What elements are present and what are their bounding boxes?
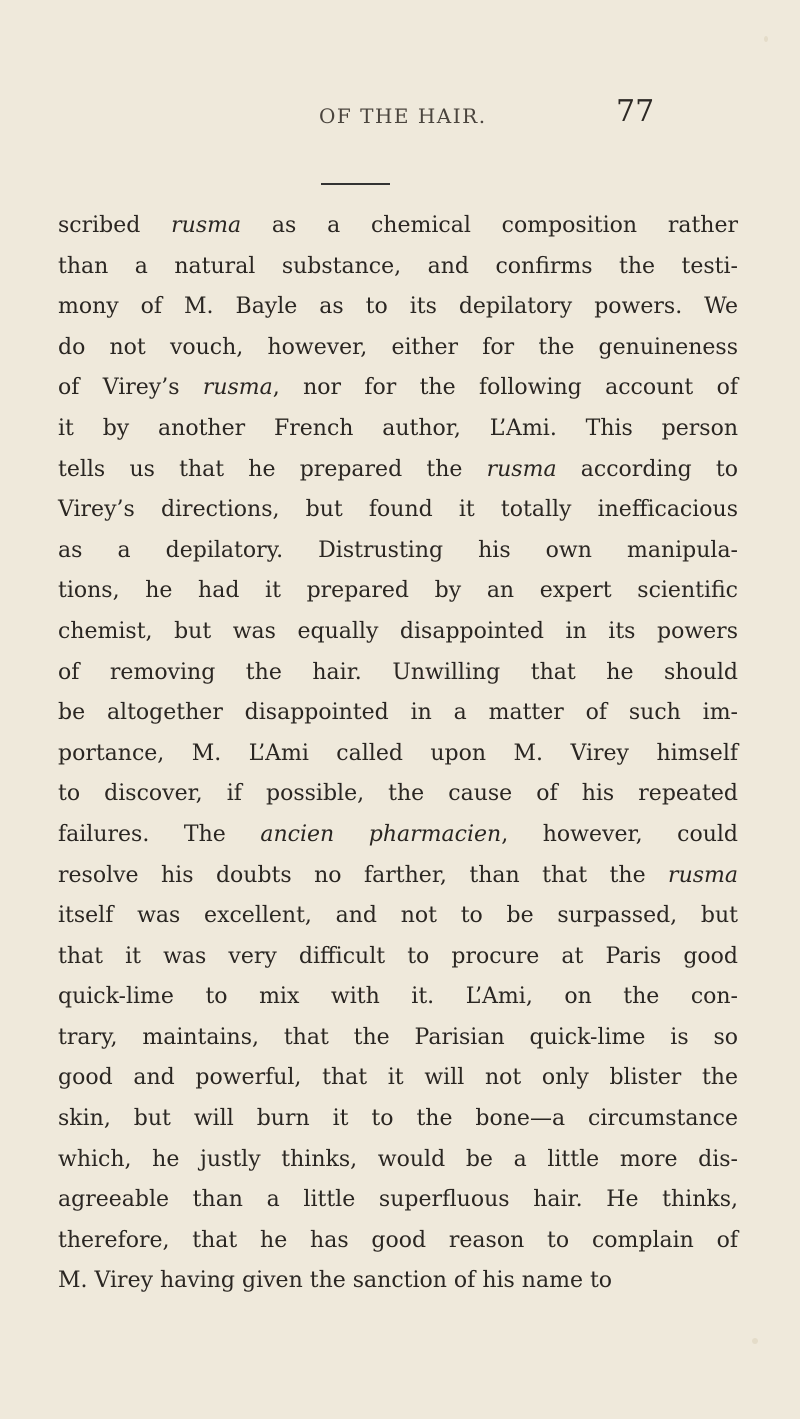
text-run: M. Virey having given the sanction of his name to [58, 1268, 613, 1294]
header-rule [321, 183, 390, 185]
text-line [58, 328, 738, 369]
text-line [58, 612, 738, 653]
page-header [0, 94, 800, 140]
text-line [58, 1018, 738, 1059]
text-run: , however, could [501, 821, 739, 847]
text-line [58, 1261, 638, 1302]
text-line [58, 1140, 738, 1181]
text-line [58, 1221, 738, 1262]
text-run: that it was very difficult to procure at Paris good [58, 943, 738, 969]
text-line [58, 937, 738, 978]
text-run: do not vouch, however, either for the genuineness [58, 334, 738, 360]
text-run: good and powerful, that it will not only blister the [58, 1065, 738, 1091]
text-run: to discover, if possible, the cause of his repeated [58, 781, 738, 807]
text-run: be altogether disappointed in a matter of such im- [58, 700, 738, 726]
text-run: itself was excellent, and not to be surpassed, but [58, 903, 738, 929]
text-line [58, 368, 738, 409]
text-run: it by another French author, L’Ami. This person [58, 415, 738, 441]
text-line [58, 653, 738, 694]
text-run: therefore, that he has good reason to complain of [58, 1227, 738, 1253]
text-line [58, 206, 738, 247]
text-line [58, 571, 738, 612]
text-run: as a chemical composition rather [241, 213, 738, 238]
text-line [58, 977, 738, 1018]
text-run: skin, but will burn it to the bone—a circumstance [58, 1106, 738, 1132]
text-run: as a depilatory. Distrusting his own manipula- [58, 537, 738, 563]
text-run: which, he justly thinks, would be a little more dis- [58, 1146, 738, 1172]
text-run: trary, maintains, that the Parisian quick-lime is so [58, 1024, 738, 1050]
text-run: according to [556, 456, 738, 482]
text-line [58, 531, 738, 572]
running-head: OF THE HAIR. [319, 104, 487, 128]
text-line [58, 693, 738, 734]
italic-term: rusma [486, 456, 557, 482]
italic-term: rusma [171, 213, 242, 238]
text-line [58, 896, 738, 937]
text-line [58, 1099, 738, 1140]
text-line [58, 1058, 738, 1099]
text-run: agreeable than a little superfluous hair. He thinks, [58, 1187, 738, 1213]
text-run: quick-lime to mix with it. L’Ami, on the con- [58, 984, 738, 1010]
text-run: failures. The [58, 821, 261, 847]
text-run: mony of M. Bayle as to its depilatory powers. We [58, 294, 738, 320]
text-line [58, 1180, 738, 1221]
text-run: scribed [58, 213, 172, 238]
page-number: 77 [616, 94, 655, 129]
italic-term: rusma [668, 862, 738, 888]
text-run: tells us that he prepared the [58, 456, 487, 482]
text-line [58, 774, 738, 815]
text-run: of removing the hair. Unwilling that he should [58, 659, 738, 685]
text-line [58, 450, 738, 491]
text-line [58, 815, 738, 856]
text-run: resolve his doubts no farther, than that the [58, 862, 669, 888]
text-run: portance, M. L’Ami called upon M. Virey himself [58, 740, 738, 766]
body-text [58, 206, 738, 1302]
text-run: Virey’s directions, but found it totally inefficacious [58, 497, 738, 523]
text-line [58, 247, 738, 288]
paper-stain [752, 1338, 758, 1344]
text-run: chemist, but was equally disappointed in its powers [58, 618, 738, 644]
text-run: , nor for the following account of [272, 375, 738, 401]
text-run: tions, he had it prepared by an expert scientific [58, 578, 738, 604]
paper-stain [764, 36, 768, 42]
text-line [58, 856, 738, 897]
text-line [58, 734, 738, 775]
text-run: of Virey’s [58, 375, 203, 401]
italic-term: ancien pharmacien [260, 821, 502, 847]
text-line [58, 409, 738, 450]
text-line [58, 287, 738, 328]
text-run: than a natural substance, and confirms the testi- [58, 253, 738, 279]
italic-term: rusma [202, 375, 273, 401]
text-line [58, 490, 738, 531]
